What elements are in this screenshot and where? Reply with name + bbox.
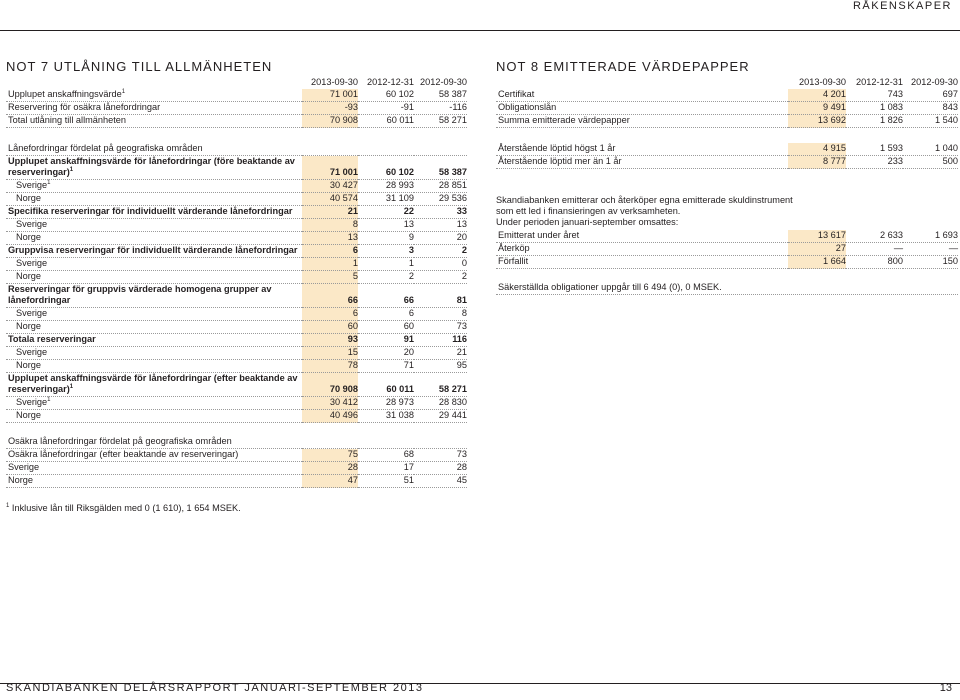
table-row bbox=[496, 243, 958, 256]
cell-value: 21 bbox=[302, 206, 358, 219]
row-label bbox=[6, 206, 302, 219]
row-label bbox=[6, 258, 302, 271]
note7-title: NOT 7 UTLÅNING TILL ALLMÄNHETEN bbox=[6, 59, 273, 74]
column-header: 2013-09-30 bbox=[799, 77, 846, 87]
cell-value: 60 102 bbox=[358, 156, 414, 180]
table-row bbox=[6, 232, 467, 245]
table-row bbox=[6, 475, 467, 488]
row-label bbox=[6, 115, 302, 128]
footer-title: SKANDIABANKEN DELÅRSRAPPORT JANUARI-SEPTEMBER 2013 bbox=[6, 682, 424, 694]
cell-value: — bbox=[903, 243, 958, 256]
row-label-text: Upplupet anskaffningsvärde för lånefordringar (före beaktande av reserveringar) bbox=[8, 156, 295, 177]
row-label-text: Norge bbox=[16, 193, 42, 203]
cell-value: 28 851 bbox=[414, 180, 467, 193]
cell-value: 500 bbox=[903, 156, 958, 169]
cell-value: 22 bbox=[358, 206, 414, 219]
cell-value: 17 bbox=[358, 462, 414, 475]
cell-value: 29 536 bbox=[414, 193, 467, 206]
table-row bbox=[6, 347, 467, 360]
row-label-text: Norge bbox=[16, 321, 42, 331]
footnote-text: Inklusive lån till Riksgälden med 0 (1 610), 1 654 MSEK. bbox=[11, 503, 241, 513]
table-row bbox=[6, 321, 467, 334]
cell-value: 70 908 bbox=[302, 373, 358, 397]
row-label bbox=[6, 193, 302, 206]
cell-value: 4 915 bbox=[788, 143, 846, 156]
column-header: 2012-12-31 bbox=[367, 77, 414, 87]
cell-value: 8 bbox=[302, 219, 358, 232]
note8-table-issued bbox=[496, 230, 958, 269]
note8-title: NOT 8 EMITTERADE VÄRDEPAPPER bbox=[496, 59, 750, 74]
cell-value: 1 083 bbox=[846, 102, 903, 115]
cell-value: 28 bbox=[302, 462, 358, 475]
top-rule bbox=[0, 30, 960, 31]
cell-value: 29 441 bbox=[414, 410, 467, 423]
row-label-text: Upplupet anskaffningsvärde för lånefordringar (efter beaktande av reserveringar) bbox=[8, 373, 298, 394]
cell-value: 1 593 bbox=[846, 143, 903, 156]
cell-value: 20 bbox=[414, 232, 467, 245]
cell-value: 6 bbox=[302, 308, 358, 321]
row-label-text: Sverige bbox=[16, 397, 48, 407]
footnote-ref: 1 bbox=[121, 88, 126, 95]
row-label-text: Norge bbox=[8, 475, 34, 485]
cell-value: 28 830 bbox=[414, 397, 467, 410]
row-label-text: Osäkra lånefordringar (efter beaktande av reserveringar) bbox=[8, 449, 239, 459]
row-label bbox=[6, 397, 302, 410]
table-row bbox=[496, 156, 958, 169]
cell-value: 78 bbox=[302, 360, 358, 373]
footnote-mark: 1 bbox=[6, 502, 10, 509]
column-header: 2012-12-31 bbox=[856, 77, 903, 87]
table-row bbox=[6, 102, 467, 115]
cell-value: 45 bbox=[414, 475, 467, 488]
cell-value: 2 bbox=[414, 245, 467, 258]
note8-paragraph bbox=[496, 195, 796, 228]
page-number: 13 bbox=[939, 682, 952, 694]
row-label-text: Total utlåning till allmänheten bbox=[8, 115, 126, 125]
table-row bbox=[496, 230, 958, 243]
table-row bbox=[6, 219, 467, 232]
cell-value: 66 bbox=[302, 284, 358, 308]
cell-value: 4 201 bbox=[788, 89, 846, 102]
cell-value: 1 664 bbox=[788, 256, 846, 269]
column-header: 2012-09-30 bbox=[420, 77, 467, 87]
row-label-text: Norge bbox=[16, 232, 42, 242]
cell-value: 27 bbox=[788, 243, 846, 256]
note8-secured-note bbox=[496, 282, 958, 295]
cell-value: -116 bbox=[414, 102, 467, 115]
row-label-text: Sverige bbox=[16, 347, 48, 357]
cell-value: 6 bbox=[302, 245, 358, 258]
table-header-label bbox=[496, 77, 788, 89]
row-label-text: Upplupet anskaffningsvärde bbox=[8, 89, 122, 99]
cell-value: 68 bbox=[358, 449, 414, 462]
row-label bbox=[6, 360, 302, 373]
row-label-text: Sverige bbox=[8, 462, 40, 472]
cell-value: 8 bbox=[414, 308, 467, 321]
cell-value: 73 bbox=[414, 449, 467, 462]
section-header: RÅKENSKAPER bbox=[852, 0, 952, 12]
cell-value: 9 bbox=[358, 232, 414, 245]
cell-value: 8 777 bbox=[788, 156, 846, 169]
note8-paragraph-2: Under perioden januari-september omsattes: bbox=[496, 217, 679, 227]
table-row bbox=[6, 373, 467, 397]
cell-value: 843 bbox=[903, 102, 958, 115]
cell-value: 1 bbox=[302, 258, 358, 271]
footnote-ref: 1 bbox=[47, 396, 51, 403]
row-label bbox=[6, 373, 302, 397]
table-row bbox=[6, 284, 467, 308]
table-heading-row bbox=[6, 436, 467, 449]
cell-value: 95 bbox=[414, 360, 467, 373]
cell-value: 60 102 bbox=[358, 89, 414, 102]
row-label bbox=[6, 232, 302, 245]
table-row bbox=[6, 271, 467, 284]
row-label-text: Gruppvisa reserveringar för individuellt värderande lånefordringar bbox=[8, 245, 298, 255]
cell-value: 31 109 bbox=[358, 193, 414, 206]
row-label-text: Norge bbox=[16, 360, 42, 370]
row-label-text: Sverige bbox=[16, 180, 48, 190]
cell-value: 3 bbox=[358, 245, 414, 258]
table-header-label bbox=[6, 77, 302, 89]
table-row bbox=[6, 397, 467, 410]
table-row bbox=[6, 258, 467, 271]
cell-value: 60 bbox=[302, 321, 358, 334]
table-header-row bbox=[6, 77, 467, 89]
row-label bbox=[496, 156, 788, 169]
table-heading-row bbox=[6, 143, 467, 156]
row-label bbox=[6, 271, 302, 284]
table-row bbox=[6, 180, 467, 193]
row-label bbox=[6, 156, 302, 180]
row-label bbox=[6, 180, 302, 193]
cell-value: 58 271 bbox=[414, 115, 467, 128]
cell-value: 60 011 bbox=[358, 115, 414, 128]
row-label bbox=[6, 308, 302, 321]
row-label-text: Summa emitterade värdepapper bbox=[498, 115, 630, 125]
cell-value: 1 693 bbox=[903, 230, 958, 243]
row-label bbox=[6, 245, 302, 258]
row-label-text: Certifikat bbox=[498, 89, 535, 99]
row-label bbox=[496, 256, 788, 269]
cell-value: 73 bbox=[414, 321, 467, 334]
row-label bbox=[6, 321, 302, 334]
table-row bbox=[6, 449, 467, 462]
row-label bbox=[6, 334, 302, 347]
table-row bbox=[496, 102, 958, 115]
row-label bbox=[6, 410, 302, 423]
row-label bbox=[6, 347, 302, 360]
row-label bbox=[496, 143, 788, 156]
cell-value: 15 bbox=[302, 347, 358, 360]
row-label-text: Återstående löptid mer än 1 år bbox=[498, 156, 622, 166]
cell-value: 1 540 bbox=[903, 115, 958, 128]
table-row bbox=[6, 89, 467, 102]
note7-table-totals bbox=[6, 77, 467, 128]
table-row bbox=[496, 256, 958, 269]
cell-value: 9 491 bbox=[788, 102, 846, 115]
footnote-ref: 1 bbox=[69, 383, 74, 390]
row-label-text: Sverige bbox=[16, 308, 48, 318]
note8-paragraph-1: Skandiabanken emitterar och återköper egna emitterade skuldinstrument som ett led i finansieringen av verksamheten. bbox=[496, 195, 793, 216]
table-row bbox=[6, 156, 467, 180]
row-label-text: Återköp bbox=[498, 243, 530, 253]
cell-value: 28 993 bbox=[358, 180, 414, 193]
row-label bbox=[496, 102, 788, 115]
cell-value: 5 bbox=[302, 271, 358, 284]
cell-value: 2 bbox=[358, 271, 414, 284]
table-row bbox=[6, 115, 467, 128]
cell-value: 13 bbox=[414, 219, 467, 232]
table-row bbox=[6, 308, 467, 321]
cell-value: 75 bbox=[302, 449, 358, 462]
row-label-text: Totala reserveringar bbox=[8, 334, 96, 344]
cell-value: 33 bbox=[414, 206, 467, 219]
row-label-text: Emitterat under året bbox=[498, 230, 580, 240]
cell-value: 6 bbox=[358, 308, 414, 321]
cell-value: — bbox=[846, 243, 903, 256]
cell-value: 13 617 bbox=[788, 230, 846, 243]
cell-value: 800 bbox=[846, 256, 903, 269]
cell-value: 58 387 bbox=[414, 156, 467, 180]
row-label-text: Reserveringar för gruppvis värderade homogena grupper av lånefordringar bbox=[8, 284, 272, 305]
table-row bbox=[6, 410, 467, 423]
cell-value: 91 bbox=[358, 334, 414, 347]
row-label bbox=[496, 243, 788, 256]
row-label bbox=[6, 449, 302, 462]
row-label bbox=[6, 102, 302, 115]
cell-value: 233 bbox=[846, 156, 903, 169]
cell-value: 31 038 bbox=[358, 410, 414, 423]
cell-value: 13 bbox=[302, 232, 358, 245]
table-row bbox=[496, 89, 958, 102]
row-label bbox=[496, 89, 788, 102]
table-row bbox=[496, 115, 958, 128]
note7-table-geographic bbox=[6, 143, 467, 423]
note7-footnote bbox=[6, 503, 241, 514]
cell-value: 13 692 bbox=[788, 115, 846, 128]
cell-value: 1 bbox=[358, 258, 414, 271]
note8-secured-text: Säkerställda obligationer uppgår till 6 494 (0), 0 MSEK. bbox=[496, 282, 958, 295]
cell-value: 697 bbox=[903, 89, 958, 102]
cell-value: 93 bbox=[302, 334, 358, 347]
row-label-text: Obligationslån bbox=[498, 102, 557, 112]
cell-value: 21 bbox=[414, 347, 467, 360]
row-label bbox=[6, 284, 302, 308]
row-label-text: Återstående löptid högst 1 år bbox=[498, 143, 616, 153]
cell-value: 66 bbox=[358, 284, 414, 308]
cell-value: 58 271 bbox=[414, 373, 467, 397]
cell-value: 28 973 bbox=[358, 397, 414, 410]
table-row bbox=[6, 206, 467, 219]
cell-value: 2 bbox=[414, 271, 467, 284]
cell-value: 71 bbox=[358, 360, 414, 373]
cell-value: 60 011 bbox=[358, 373, 414, 397]
cell-value: 40 496 bbox=[302, 410, 358, 423]
cell-value: 13 bbox=[358, 219, 414, 232]
row-label bbox=[496, 115, 788, 128]
row-label-text: Reservering för osäkra lånefordringar bbox=[8, 102, 161, 112]
cell-value: 71 001 bbox=[302, 156, 358, 180]
cell-value: 28 bbox=[414, 462, 467, 475]
table-heading: Lånefordringar fördelat på geografiska områden bbox=[6, 143, 467, 156]
footnote-ref: 1 bbox=[69, 166, 74, 173]
table-heading: Osäkra lånefordringar fördelat på geografiska områden bbox=[6, 436, 467, 449]
column-header: 2012-09-30 bbox=[911, 77, 958, 87]
cell-value: 20 bbox=[358, 347, 414, 360]
note7-table-impaired bbox=[6, 436, 467, 488]
cell-value: 81 bbox=[414, 284, 467, 308]
table-row bbox=[6, 462, 467, 475]
table-row bbox=[496, 143, 958, 156]
table-header-row bbox=[496, 77, 958, 89]
row-label bbox=[6, 462, 302, 475]
cell-value: 51 bbox=[358, 475, 414, 488]
cell-value: 1 826 bbox=[846, 115, 903, 128]
cell-value: 60 bbox=[358, 321, 414, 334]
footnote-ref: 1 bbox=[47, 179, 51, 186]
row-label bbox=[6, 475, 302, 488]
note8-table-securities bbox=[496, 77, 958, 128]
row-label-text: Norge bbox=[16, 410, 42, 420]
cell-value: 58 387 bbox=[414, 89, 467, 102]
cell-value: 71 001 bbox=[302, 89, 358, 102]
row-label bbox=[496, 230, 788, 243]
cell-value: 30 427 bbox=[302, 180, 358, 193]
cell-value: 2 633 bbox=[846, 230, 903, 243]
row-label bbox=[6, 219, 302, 232]
table-row bbox=[6, 360, 467, 373]
table-row bbox=[6, 334, 467, 347]
row-label-text: Förfallit bbox=[498, 256, 529, 266]
cell-value: 40 574 bbox=[302, 193, 358, 206]
column-header: 2013-09-30 bbox=[311, 77, 358, 87]
cell-value: 1 040 bbox=[903, 143, 958, 156]
row-label bbox=[6, 89, 302, 102]
cell-value: 47 bbox=[302, 475, 358, 488]
cell-value: 743 bbox=[846, 89, 903, 102]
row-label-text: Specifika reserveringar för individuellt värderande lånefordringar bbox=[8, 206, 293, 216]
cell-value: 116 bbox=[414, 334, 467, 347]
cell-value: 150 bbox=[903, 256, 958, 269]
cell-value: -93 bbox=[302, 102, 358, 115]
cell-value: 30 412 bbox=[302, 397, 358, 410]
row-label-text: Norge bbox=[16, 271, 42, 281]
note8-table-maturity bbox=[496, 143, 958, 169]
table-row bbox=[6, 193, 467, 206]
cell-value: -91 bbox=[358, 102, 414, 115]
table-row bbox=[6, 245, 467, 258]
cell-value: 70 908 bbox=[302, 115, 358, 128]
row-label-text: Sverige bbox=[16, 258, 48, 268]
cell-value: 0 bbox=[414, 258, 467, 271]
row-label-text: Sverige bbox=[16, 219, 48, 229]
